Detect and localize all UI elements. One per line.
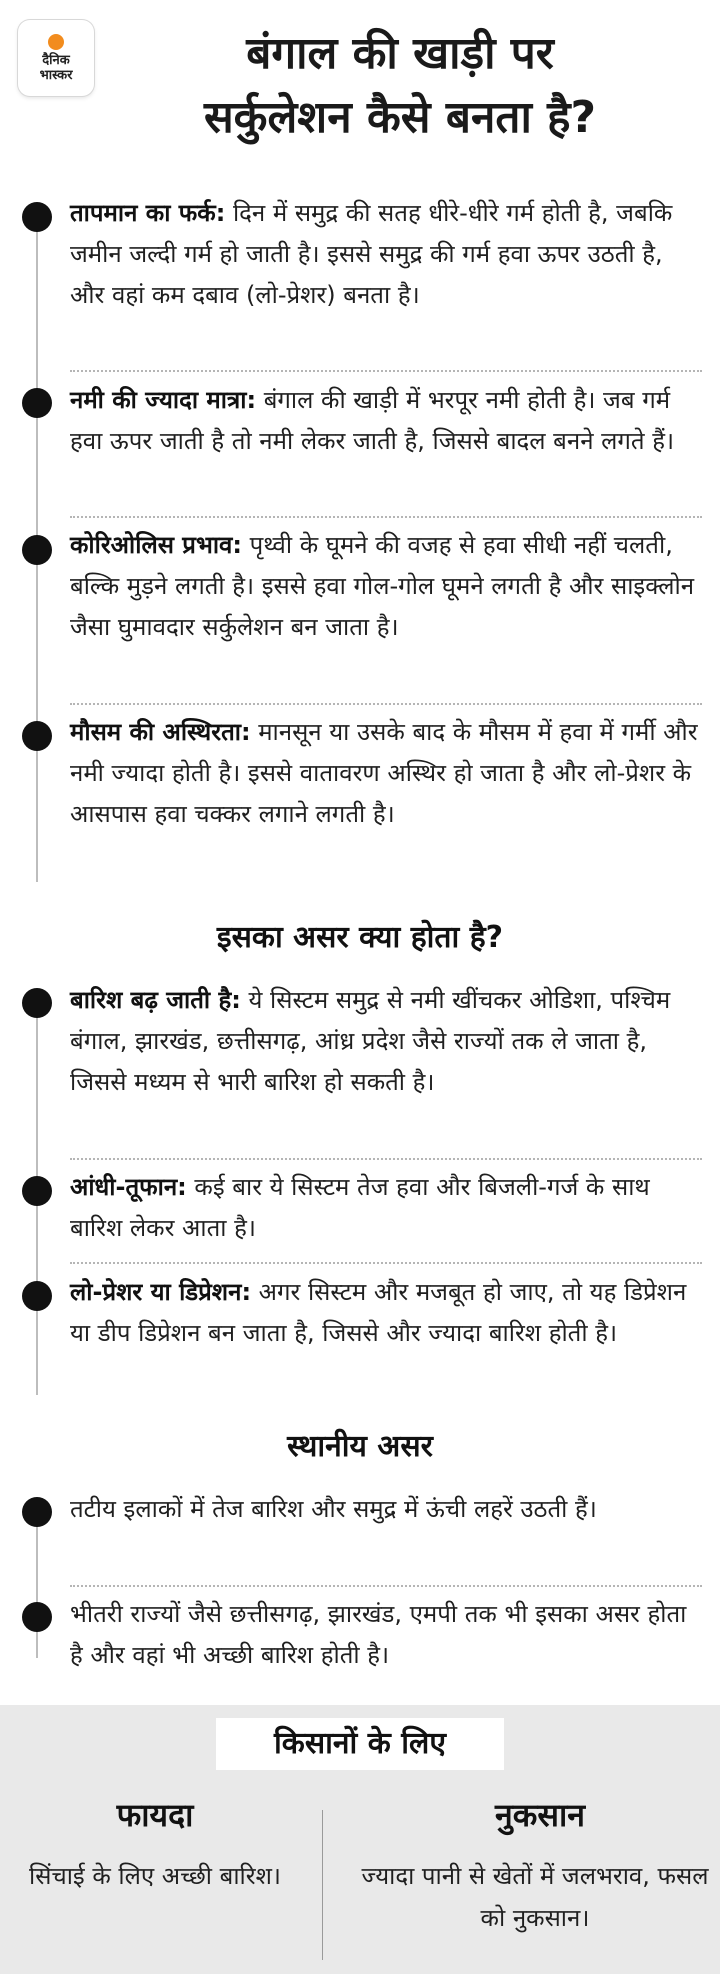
item-lead: बारिश बढ़ जाती है: [70,986,241,1014]
title-line2: सर्कुलेशन कैसे बनता है? [203,92,597,143]
local-heading: स्थानीय असर [287,1429,433,1464]
logo-text-line1: दैनिक [42,52,70,68]
local-timeline-rail [36,1510,38,1658]
logo-text-line2: भास्कर [39,67,73,83]
item-text: पृथ्वी के घूमने की वजह से हवा सीधी नहीं चलती, बल्कि मुड़ने लगती है। इससे हवा गोल-गोल घूमने लगती है और साइक्लोन जैसा घुमावदार सर्कुलेशन बन जाता है। [70,531,695,641]
divider [70,1585,702,1587]
bullet-dot [22,1176,52,1206]
effect-item-storm [70,1167,702,1249]
page-title [100,22,700,150]
title-line1: बंगाल की खाड़ी पर [246,28,554,79]
item-lead: तापमान का फर्क: [70,199,226,227]
farmers-title: किसानों के लिए [216,1718,504,1770]
cause-item-instability [70,712,702,835]
loss-text: ज्यादा पानी से खेतों में जलभराव, फसल को नुकसान। [361,1862,709,1932]
sun-icon [48,34,64,50]
divider [70,703,702,705]
bullet-dot [22,721,52,751]
cause-item-humidity [70,380,702,462]
bullet-dot [22,1497,52,1527]
divider [70,1158,702,1160]
bullet-dot [22,388,52,418]
item-text: बंगाल की खाड़ी में भरपूर नमी होती है। जब गर्म हवा ऊपर जाती है तो नमी लेकर जाती है, जिससे बादल बनने लगते हैं। [70,386,675,455]
cause-item-temperature [70,193,702,316]
divider [70,516,702,518]
item-lead: लो-प्रेशर या डिप्रेशन: [70,1278,252,1306]
cause-item-coriolis [70,525,702,648]
local-item-coastal [70,1489,702,1530]
item-text: कई बार ये सिस्टम तेज हवा और बिजली-गर्ज के साथ बारिश लेकर आता है। [70,1173,650,1242]
farmers-panel [0,1705,720,1974]
item-text: दिन में समुद्र की सतह धीरे-धीरे गर्म होती है, जबकि जमीन जल्दी गर्म हो जाती है। इससे समुद्र की गर्म हवा ऊपर उठती है, और वहां कम दबाव (लो-प्रेशर) बनता है। [70,199,673,309]
benefit-text: सिंचाई के लिए अच्छी बारिश। [29,1862,281,1890]
bullet-dot [22,1281,52,1311]
item-text: मानसून या उसके बाद के मौसम में हवा में गर्मी और नमी ज्यादा होती है। इससे वातावरण अस्थिर हो जाता है और लो-प्रेशर के आसपास हवा चक्कर लगाने लगती है। [70,718,698,828]
bullet-dot [22,535,52,565]
divider [70,370,702,372]
item-lead: मौसम की अस्थिरता: [70,718,251,746]
item-lead: आंधी-तूफान: [70,1173,187,1201]
local-item-inland [70,1594,702,1676]
item-text: अगर सिस्टम और मजबूत हो जाए, तो यह डिप्रेशन या डीप डिप्रेशन बन जाता है, जिससे और ज्यादा बारिश होती है। [70,1278,687,1347]
effects-heading: इसका असर क्या होता है? [216,920,504,955]
divider [70,1262,702,1264]
effect-item-rain [70,980,702,1103]
item-text: ये सिस्टम समुद्र से नमी खींचकर ओडिशा, पश्चिम बंगाल, झारखंड, छत्तीसगढ़, आंध्र प्रदेश जैसे राज्यों तक ले जाता है, जिससे मध्यम से भारी बारिश हो सकती है। [70,986,671,1096]
bullet-dot [22,988,52,1018]
column-divider [322,1810,323,1960]
dainik-bhaskar-logo [18,20,94,96]
item-text: तटीय इलाकों में तेज बारिश और समुद्र में ऊंची लहरें उठती हैं। [70,1495,597,1523]
benefit-heading: फायदा [116,1796,194,1834]
effect-item-depression [70,1272,702,1354]
loss-heading: नुकसान [494,1796,586,1834]
item-lead: कोरिओलिस प्रभाव: [70,531,242,559]
bullet-dot [22,202,52,232]
bullet-dot [22,1602,52,1632]
item-text: भीतरी राज्यों जैसे छत्तीसगढ़, झारखंड, एमपी तक भी इसका असर होता है और वहां भी अच्छी बारिश होती है। [70,1600,687,1669]
item-lead: नमी की ज्यादा मात्रा: [70,386,257,414]
